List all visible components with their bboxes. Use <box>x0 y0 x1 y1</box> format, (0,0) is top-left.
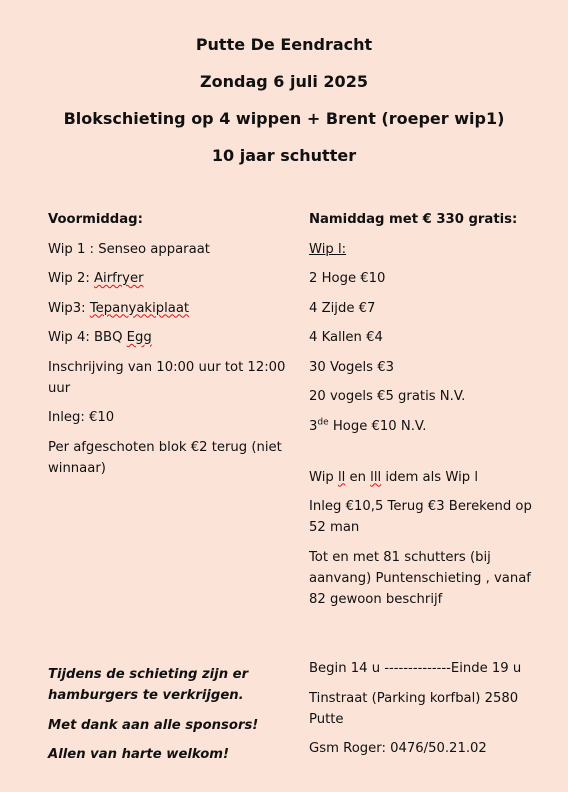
contact-phone: Gsm Roger: 0476/50.21.02 <box>309 741 487 756</box>
idem-d: lll <box>370 469 382 485</box>
closing-notes <box>48 664 288 774</box>
wip4-label: Wip 4: BBQ <box>48 330 127 345</box>
morning-column <box>48 209 288 487</box>
prize-kallen: 4 Kallen €4 <box>309 330 383 345</box>
event-address: Tinstraat (Parking korfbal) 2580 Putte <box>309 690 519 727</box>
idem-b: ll <box>337 469 346 485</box>
event-info <box>309 658 549 768</box>
prize6-sup: de <box>317 417 329 428</box>
prize-vogels-free: 20 vogels €5 gratis N.V. <box>309 389 466 404</box>
morning-title: Voormiddag: <box>48 212 143 227</box>
wip3-prize <box>48 298 288 319</box>
flyer-header <box>0 35 568 166</box>
idem-e: idem als Wip l <box>381 469 478 485</box>
event-date: Zondag 6 juli 2025 <box>200 72 368 91</box>
idem-c: en <box>345 469 371 485</box>
wip2-label: Wip 2: <box>48 271 95 286</box>
event-subtitle: 10 jaar schutter <box>211 146 357 165</box>
afternoon-column <box>309 209 549 618</box>
points-shooting: Tot en met 81 schutters (bij aanvang) Puntenschieting , vanaf 82 gewoon beschrijf <box>309 549 531 607</box>
afternoon-fee: Inleg €10,5 Terug €3 Berekend op 52 man <box>309 499 532 535</box>
prize-vogels: 30 Vogels €3 <box>309 359 395 375</box>
event-title: Blokschieting op 4 wippen + Brent (roeper wip1) <box>63 109 505 128</box>
event-times: Begin 14 u --------------Einde 19 u <box>309 661 522 676</box>
wip3-item: Tepanyakiplaat <box>89 300 190 316</box>
club-name: Putte De Eendracht <box>195 35 373 54</box>
wip-title: Wip l: <box>309 241 347 257</box>
sponsors-thanks: Met dank aan alle sponsors! <box>48 717 259 733</box>
block-refund: Per afgeschoten blok €2 terug (niet winnaar) <box>48 439 282 476</box>
prize6-rest: Hoge €10 N.V. <box>328 418 427 434</box>
wip4-item: Egg <box>126 330 152 345</box>
prize-hoge: 2 Hoge €10 <box>309 271 386 286</box>
wip2-item: Airfryer <box>94 271 144 286</box>
hamburgers-note: Tijdens de schieting zijn er hamburgers te verkrijgen. <box>48 667 249 703</box>
idem-a: Wip <box>309 469 338 485</box>
wip2-prize <box>48 268 288 289</box>
wip1-prize: Wip 1 : Senseo apparaat <box>48 241 210 257</box>
prize6-num: 3 <box>309 418 318 434</box>
prize-zijde: 4 Zijde €7 <box>309 300 376 316</box>
registration-time: Inschrijving van 10:00 uur tot 12:00 uur <box>48 359 286 396</box>
wip3-label: Wip3: <box>48 300 90 316</box>
welcome-note: Allen van harte welkom! <box>48 747 230 762</box>
prize-third-hoge <box>309 416 549 437</box>
morning-fee: Inleg: €10 <box>48 410 115 425</box>
wip4-prize <box>48 327 288 348</box>
wip-idem <box>309 467 549 488</box>
afternoon-title: Namiddag met € 330 gratis: <box>309 212 518 227</box>
